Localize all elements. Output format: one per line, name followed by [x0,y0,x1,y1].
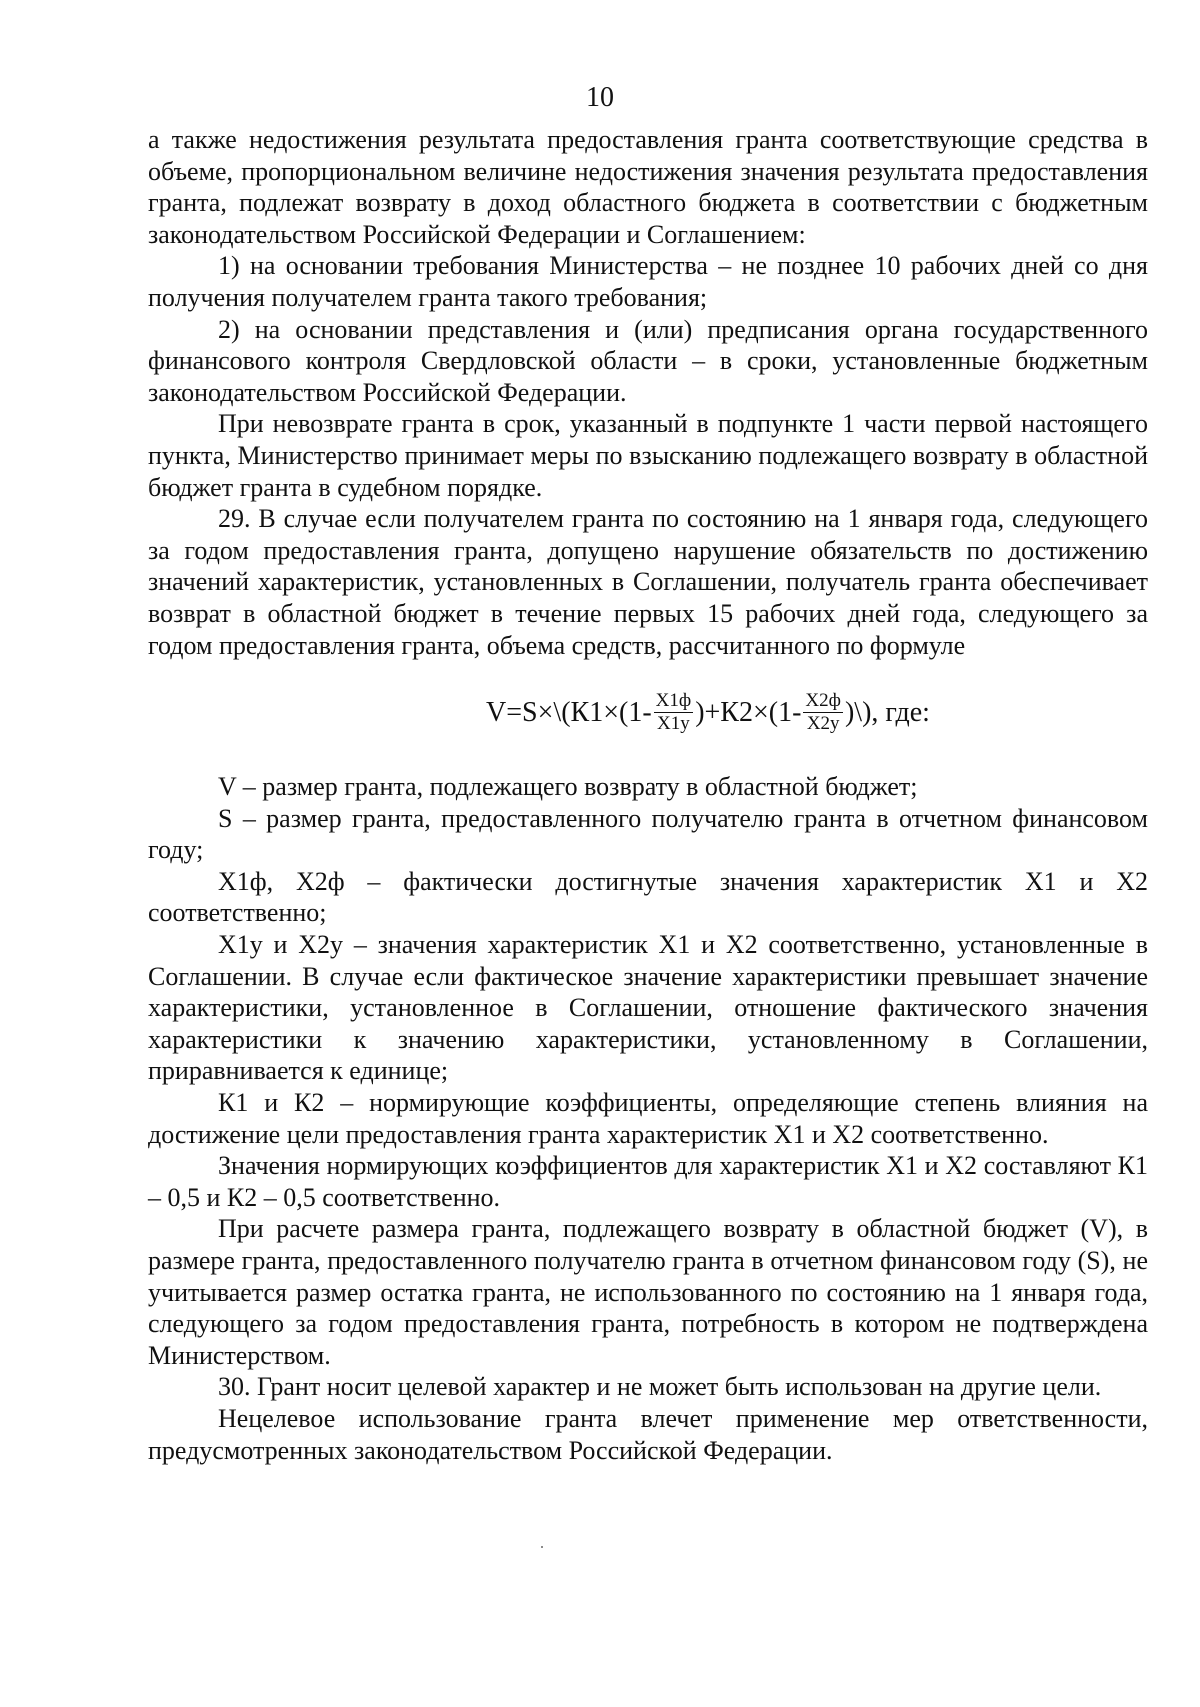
paragraph: X1у и X2у – значения характеристик X1 и X2 соответственно, установленные в Соглашении. В случае если фактическое значение характеристики превышает значение характеристики, установленное в Соглашении, отношение фактического значения характеристики к значению характеристики, установленному в Соглашении, приравнивается к единице; [148,930,1148,1086]
paragraph: 29. В случае если получателем гранта по состоянию на 1 января года, следующего за годом предоставления гранта, допущено нарушение обязательств по достижению значений характеристик, установленных в Соглашении, получатель гранта обеспечивает возврат в областной бюджет в течение первых 15 рабочих дней года, следующего за годом предоставления гранта, объема средств, рассчитанного по формуле [148,504,1148,660]
page-number: 10 [586,82,614,113]
fraction-denominator: X1у [657,713,690,735]
paragraph: 2) на основании представления и (или) предписания органа государственного финансового контроля Свердловской области – в сроки, установленные бюджетным законодательством Российской Федерации. [148,314,1148,407]
formula-part: )\), где: [844,696,930,728]
paragraph: V – размер гранта, подлежащего возврату в областной бюджет; [218,772,918,802]
fraction-denominator: X2у [806,713,840,735]
scan-speck [541,1546,543,1548]
paragraph: X1ф, X2ф – фактически достигнутые значения характеристик X1 и X2 соответственно; [148,866,1148,928]
formula-part: )+К2×(1- [695,696,802,728]
fraction-numerator: X2ф [805,690,841,712]
document-body [148,124,1148,1466]
formula [486,691,930,734]
paragraph: При невозврате гранта в срок, указанный в подпункте 1 части первой настоящего пункта, Министерство принимает меры по взысканию подлежащего возврату в областной бюджет гранта в судебном порядке. [148,409,1148,502]
paragraph: Значения нормирующих коэффициентов для характеристик X1 и X2 составляют К1 – 0,5 и К2 – 0,5 соответственно. [148,1151,1148,1212]
fraction-numerator: X1ф [655,690,692,712]
formula-block [148,691,1148,741]
paragraph: 1) на основании требования Министерства – не позднее 10 рабочих дней со дня получения получателем гранта такого требования; [148,251,1148,312]
formula-part: V=S×\(К1×(1- [486,696,652,728]
fraction-x2 [803,691,843,734]
paragraph: К1 и К2 – нормирующие коэффициенты, определяющие степень влияния на достижение цели предоставления гранта характеристик X1 и X2 соответственно. [148,1088,1148,1149]
paragraph: При расчете размера гранта, подлежащего возврату в областной бюджет (V), в размере гранта, предоставленного получателю гранта в отчетном финансовом году (S), не учитывается размер остатка гранта, не использованного по состоянию на 1 января года, следующего за годом предоставления гранта, потребность в котором не подтверждена Министерством. [148,1214,1148,1370]
paragraph: S – размер гранта, предоставленного получателю гранта в отчетном финансовом году; [148,803,1148,865]
paragraph: Нецелевое использование гранта влечет применение мер ответственности, предусмотренных законодательством Российской Федерации. [148,1403,1148,1465]
fraction-x1 [654,691,694,734]
paragraph: а также недостижения результата предоставления гранта соответствующие средства в объеме, пропорциональном величине недостижения значения результата предоставления гранта, подлежат возврату в доход областного бюджета в соответствии с бюджетным законодательством Российской Федерации и Соглашением: [148,125,1148,249]
paragraph: 30. Грант носит целевой характер и не может быть использован на другие цели. [218,1372,1102,1402]
